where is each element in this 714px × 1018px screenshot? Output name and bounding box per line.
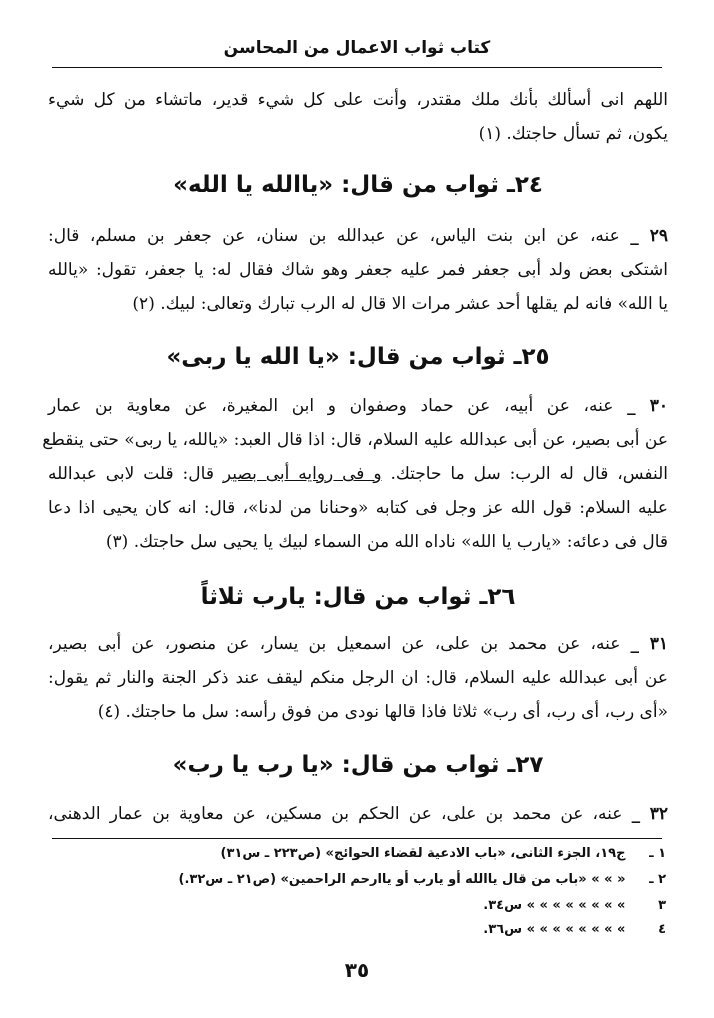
section-heading: ٢٦ـ ثواب من قال: يارب ثلاثاً — [200, 584, 516, 610]
underlined-phrase: و فى روايه أبى بصير — [222, 464, 382, 484]
text-line: النفس، قال له الرب: سل ما حاجتك. — [390, 464, 669, 484]
text-line: «أى رب، أى رب، أى رب» ثلاثا فاذا قالها نودى من فوق رأسه: سل ما حاجتك. (٤) — [97, 702, 668, 722]
hadith-number: ٢٩ _ — [630, 226, 669, 246]
section-heading: ٢٧ـ ثواب من قال: «يا رب يا رب» — [172, 752, 544, 778]
hadith-number: ٣٠ _ — [627, 396, 669, 416]
header-rule — [52, 67, 662, 68]
section-heading: ٢٥ـ ثواب من قال: «يا الله يا ربى» — [166, 344, 550, 370]
footnote-text: ج١٩، الجزء الثانى، «باب الادعية لقضاء الحوائج» (ص٢٢٣ ـ س٣١) — [220, 846, 626, 861]
footnote — [60, 922, 666, 937]
text-line: عنه، عن ابن بنت الياس، عن عبدالله بن سنان، عن جعفر بن مسلم، قال: — [48, 226, 620, 246]
text-line: عنه، عن محمد بن على، عن اسمعيل بن يسار، عن منصور، عن أبى بصير، — [48, 634, 621, 654]
paragraph-line — [48, 804, 668, 824]
text-line: يكون، ثم تسأل حاجتك. (١) — [478, 124, 668, 144]
running-head: كتاب ثواب الاعمال من المحاسن — [223, 38, 491, 58]
footnote-text: « » » «باب من قال ياالله أو يارب أو ياارحم الراحمين» (ص٢١ ـ س٣٢.) — [178, 872, 626, 887]
footnote-number: ١ ـ — [649, 846, 666, 861]
footnote-rule — [52, 838, 662, 839]
footnote-number: ٣ — [658, 898, 666, 913]
hadith-number: ٣١ _ — [630, 634, 668, 654]
footnote — [60, 898, 666, 913]
paragraph-line — [48, 464, 668, 484]
text-line: قال فى دعائه: «يارب يا الله» ناداه الله من السماء لبيك يا يحيى سل حاجتك. (٣) — [105, 532, 668, 552]
text-line: عليه السلام: قول الله عز وجل فى كتابه «وحنانا من لدنا»، قال: انه كان يحيى اذا دعا — [48, 498, 668, 518]
text-line: عن أبى عبدالله عليه السلام، قال: ان الرجل منكم ليقف عند ذكر الجنة والنار ثم يقول: — [48, 668, 668, 688]
footnote — [60, 872, 666, 887]
paragraph-line — [48, 226, 668, 246]
text-line: عنه، عن أبيه، عن حماد وصفوان و ابن المغيرة، عن معاوية بن عمار — [48, 396, 614, 416]
footnote-number: ٢ ـ — [649, 872, 666, 887]
text-line: عن أبى بصير، عن أبى عبدالله عليه السلام، قال: اذا قال العبد: «يالله، يا ربى» حتى ينقطع — [42, 430, 668, 450]
paragraph-line — [48, 634, 668, 654]
footnote-text: » » » » » » » » س٣٤. — [483, 898, 626, 913]
text-line: اشتكى بعض ولد أبى جعفر فمر عليه جعفر وهو شاك فقال له: يا جعفر، تقول: «يالله — [48, 260, 668, 280]
text-line: يا الله» فانه لم يقلها أحد عشر مرات الا قال له الرب تبارك وتعالى: لبيك. (٢) — [132, 294, 668, 314]
paragraph-line — [48, 396, 668, 416]
footnote-text: » » » » » » » » س٣٦. — [483, 922, 626, 937]
text-line: اللهم انى أسألك بأنك ملك مقتدر، وأنت على كل شيء قدير، ماتشاء من كل شيء — [48, 90, 668, 110]
page-number: ٣٥ — [344, 958, 370, 982]
footnote — [60, 846, 666, 861]
section-heading: ٢٤ـ ثواب من قال: «ياالله يا الله» — [173, 172, 543, 198]
footnote-number: ٤ — [658, 922, 666, 937]
text-line: قال: قلت لابى عبدالله — [48, 464, 214, 484]
hadith-number: ٣٢ _ — [631, 804, 668, 824]
text-line: عنه، عن محمد بن على، عن الحكم بن مسكين، عن معاوية بن عمار الدهنى، — [48, 804, 623, 824]
